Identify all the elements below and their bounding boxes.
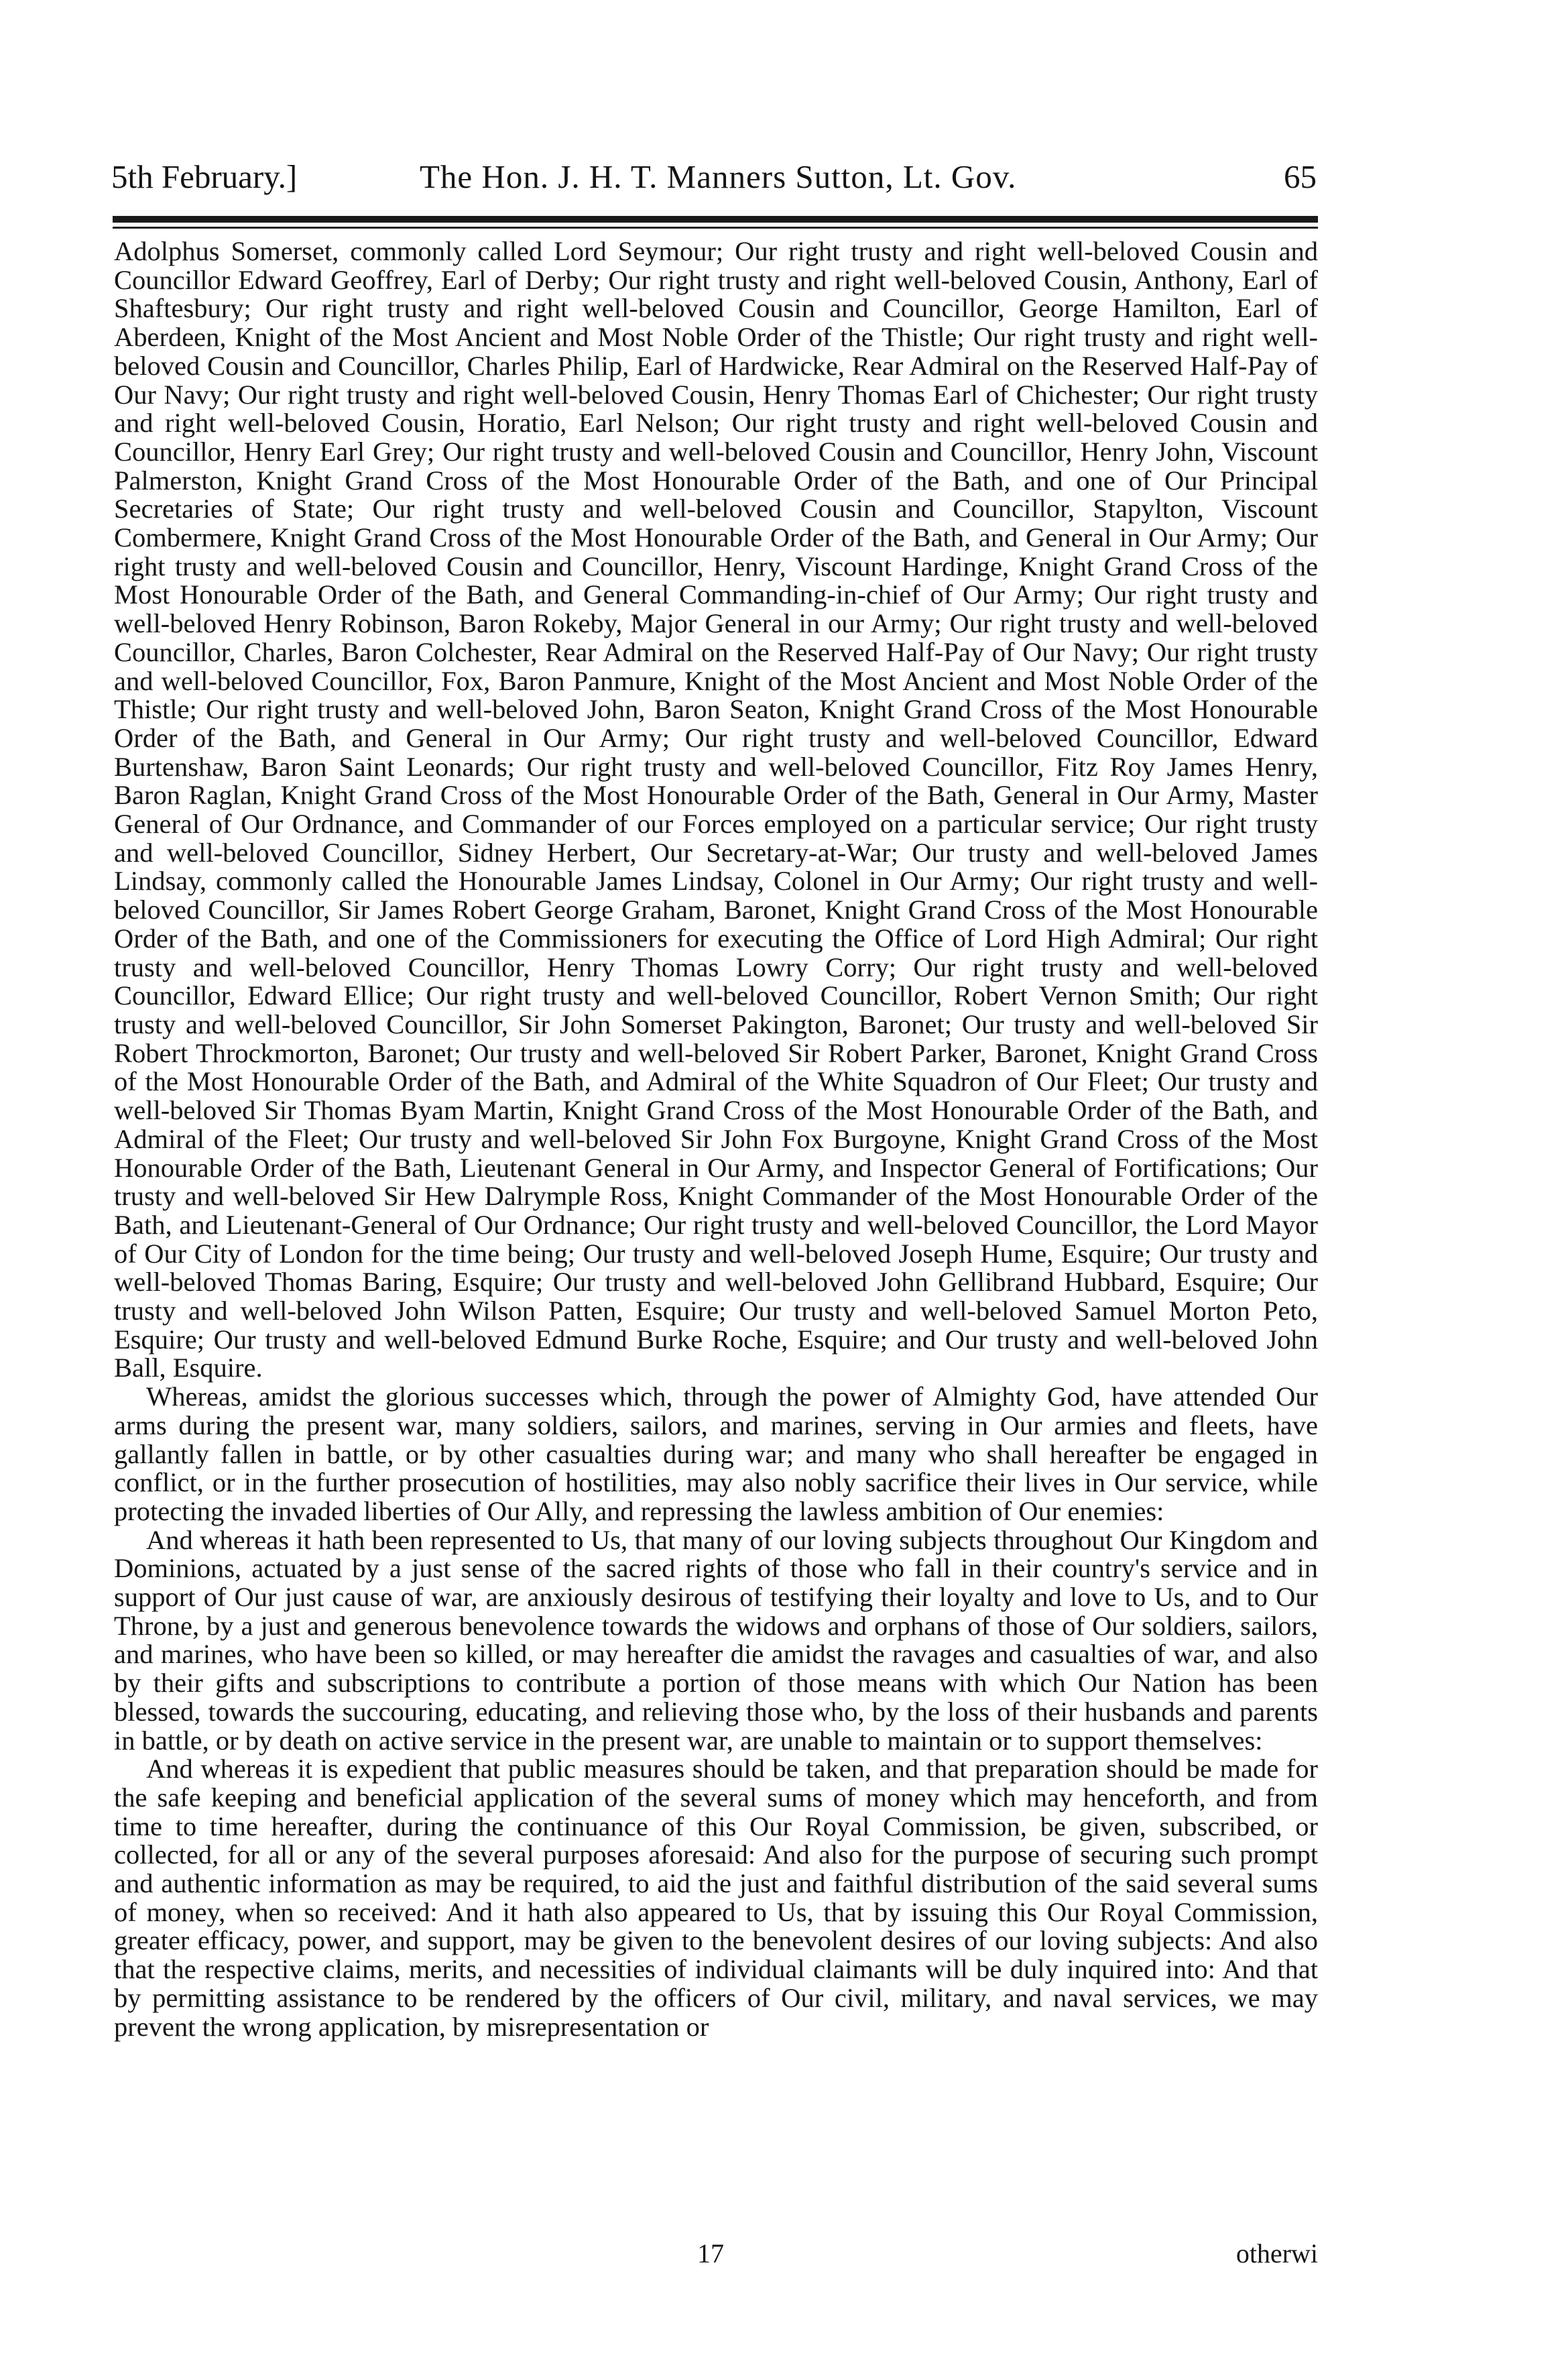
header-date: 5th February.] bbox=[111, 158, 298, 195]
header-title: The Hon. J. H. T. Manners Sutton, Lt. Gov. bbox=[420, 158, 1017, 195]
signature-mark: 17 bbox=[697, 2238, 724, 2269]
paragraph-and-whereas-expedient: And whereas it is expedient that public measures should be taken, and that preparation should be made for the safe keeping and beneficial application of the several sums of money which may henceforth, and from time to time hereafter, during the continuance of this Our Royal Commission, be given, subscribed, or collected, for all or any of the several purposes aforesaid: And also for the purpose of securing such prompt and authentic information as may be required, to aid the just and faithful distribution of the said several sums of money, when so received: And it hath also appeared to Us, that by issuing this Our Royal Commission, greater efficacy, power, and support, may be given to the benevolent desires of our loving subjects: And also that the respective claims, merits, and necessities of individual claimants will be duly inquired into: And that by permitting assistance to be rendered by the officers of Our civil, military, and naval services, we may prevent the wrong application, by misrepresentation or bbox=[114, 1754, 1318, 2042]
paragraph-whereas: Whereas, amidst the glorious successes which, through the power of Almighty God, have attended Our arms during the present war, many soldiers, sailors, and marines, serving in Our armies and fleets, have gallantly fallen in battle, or by other casualties during war; and many who shall hereafter be engaged in conflict, or in the further prosecution of hostilities, may also nobly sacrifice their lives in Our service, while protecting the invaded liberties of Our Ally, and repressing the lawless ambition of Our enemies: bbox=[114, 1381, 1318, 1526]
header-rule-thin bbox=[113, 227, 1318, 229]
catchword: otherwi bbox=[1235, 2238, 1318, 2269]
paragraph-and-whereas-represented: And whereas it hath been represented to Us, that many of our loving subjects throughout Our Kingdom and Dominions, actuated by a just sense of the sacred rights of those who fall in their country's service and in support of Our just cause of war, are anxiously desirous of testifying their loyalty and love to Us, and to Our Throne, by a just and generous benevolence towards the widows and orphans of those of Our soldiers, sailors, and marines, who have been so killed, or may hereafter die amidst the ravages and casualties of war, and also by their gifts and subscriptions to contribute a portion of those means with which Our Nation has been blessed, towards the succouring, educating, and relieving those who, by the loss of their husbands and parents in battle, or by death on active service in the present war, are unable to maintain or to support themselves: bbox=[114, 1524, 1318, 1756]
body-text bbox=[114, 237, 1318, 2041]
paragraph-continuation: Adolphus Somerset, commonly called Lord Seymour; Our right trusty and right well-beloved Cousin and Councillor Edward Geoffrey, Earl of Derby; Our right trusty and right well-beloved Cousin, Anthony, Earl of Shaftesbury; Our right trusty and right well-beloved Cousin and Councillor, George Hamilton, Earl of Aberdeen, Knight of the Most Ancient and Most Noble Order of the Thistle; Our right trusty and right well-beloved Cousin and Councillor, Charles Philip, Earl of Hardwicke, Rear Admiral on the Reserved Half-Pay of Our Navy; Our right trusty and right well-beloved Cousin, Henry Thomas Earl of Chichester; Our right trusty and right well-beloved Cousin, Horatio, Earl Nelson; Our right trusty and right well-beloved Cousin and Councillor, Henry Earl Grey; Our right trusty and well-beloved Cousin and Councillor, Henry John, Viscount Palmerston, Knight Grand Cross of the Most Honourable Order of the Bath, and one of Our Principal Secretaries of State; Our right trusty and well-beloved Cousin and Councillor, Stapylton, Viscount Combermere, Knight Grand Cross of the Most Honourable Order of the Bath, and General in Our Army; Our right trusty and well-beloved Cousin and Councillor, Henry, Viscount Hardinge, Knight Grand Cross of the Most Honourable Order of the Bath, and General Commanding-in-chief of Our Army; Our right trusty and well-beloved Henry Robinson, Baron Rokeby, Major General in our Army; Our right trusty and well-beloved Councillor, Charles, Baron Colchester, Rear Admiral on the Reserved Half-Pay of Our Navy; Our right trusty and well-beloved Councillor, Fox, Baron Panmure, Knight of the Most Ancient and Most Noble Order of the Thistle; Our right trusty and well-beloved John, Baron Seaton, Knight Grand Cross of the Most Honourable Order of the Bath, and General in Our Army; Our right trusty and well-beloved Councillor, Edward Burtenshaw, Baron Saint Leonards; Our right trusty and well-beloved Councillor, Fitz Roy James Henry, Baron Raglan, Knight Grand Cross of the Most Honourable Order of the Bath, General in Our Army, Master General of Our Ordnance, and Commander of our Forces employed on a particular service; Our right trusty and well-beloved Councillor, Sidney Herbert, Our Secretary-at-War; Our trusty and well-beloved James Lindsay, commonly called the Honourable James Lindsay, Colonel in Our Army; Our right trusty and well-beloved Councillor, Sir James Robert George Graham, Baronet, Knight Grand Cross of the Most Honourable Order of the Bath, and one of the Commissioners for executing the Office of Lord High Admiral; Our right trusty and well-beloved Councillor, Henry Thomas Lowry Corry; Our right trusty and well-beloved Councillor, Edward Ellice; Our right trusty and well-beloved Councillor, Robert Vernon Smith; Our right trusty and well-beloved Councillor, Sir John Somerset Pakington, Baronet; Our trusty and well-beloved Sir Robert Throckmorton, Baronet; Our trusty and well-beloved Sir Robert Parker, Baronet, Knight Grand Cross of the Most Honourable Order of the Bath, and Admiral of the White Squadron of Our Fleet; Our trusty and well-beloved Sir Thomas Byam Martin, Knight Grand Cross of the Most Honourable Order of the Bath, and Admiral of the Fleet; Our trusty and well-beloved Sir John Fox Burgoyne, Knight Grand Cross of the Most Honourable Order of the Bath, Lieutenant General in Our Army, and Inspector General of Fortifications; Our trusty and well-beloved Sir Hew Dalrymple Ross, Knight Commander of the Most Honourable Order of the Bath, and Lieutenant-General of Our Ordnance; Our right trusty and well-beloved Councillor, the Lord Mayor of Our City of London for the time being; Our trusty and well-beloved Joseph Hume, Esquire; Our trusty and well-beloved Thomas Baring, Esquire; Our trusty and well-beloved John Gellibrand Hubbard, Esquire; Our trusty and well-beloved John Wilson Patten, Esquire; Our trusty and well-beloved Samuel Morton Peto, Esquire; Our trusty and well-beloved Edmund Burke Roche, Esquire; and Our trusty and well-beloved John Ball, Esquire. bbox=[114, 236, 1318, 1383]
page-number: 65 bbox=[1284, 158, 1317, 195]
header-rule-thick bbox=[113, 216, 1318, 223]
running-header bbox=[111, 150, 1317, 204]
page-footer bbox=[114, 2238, 1318, 2269]
